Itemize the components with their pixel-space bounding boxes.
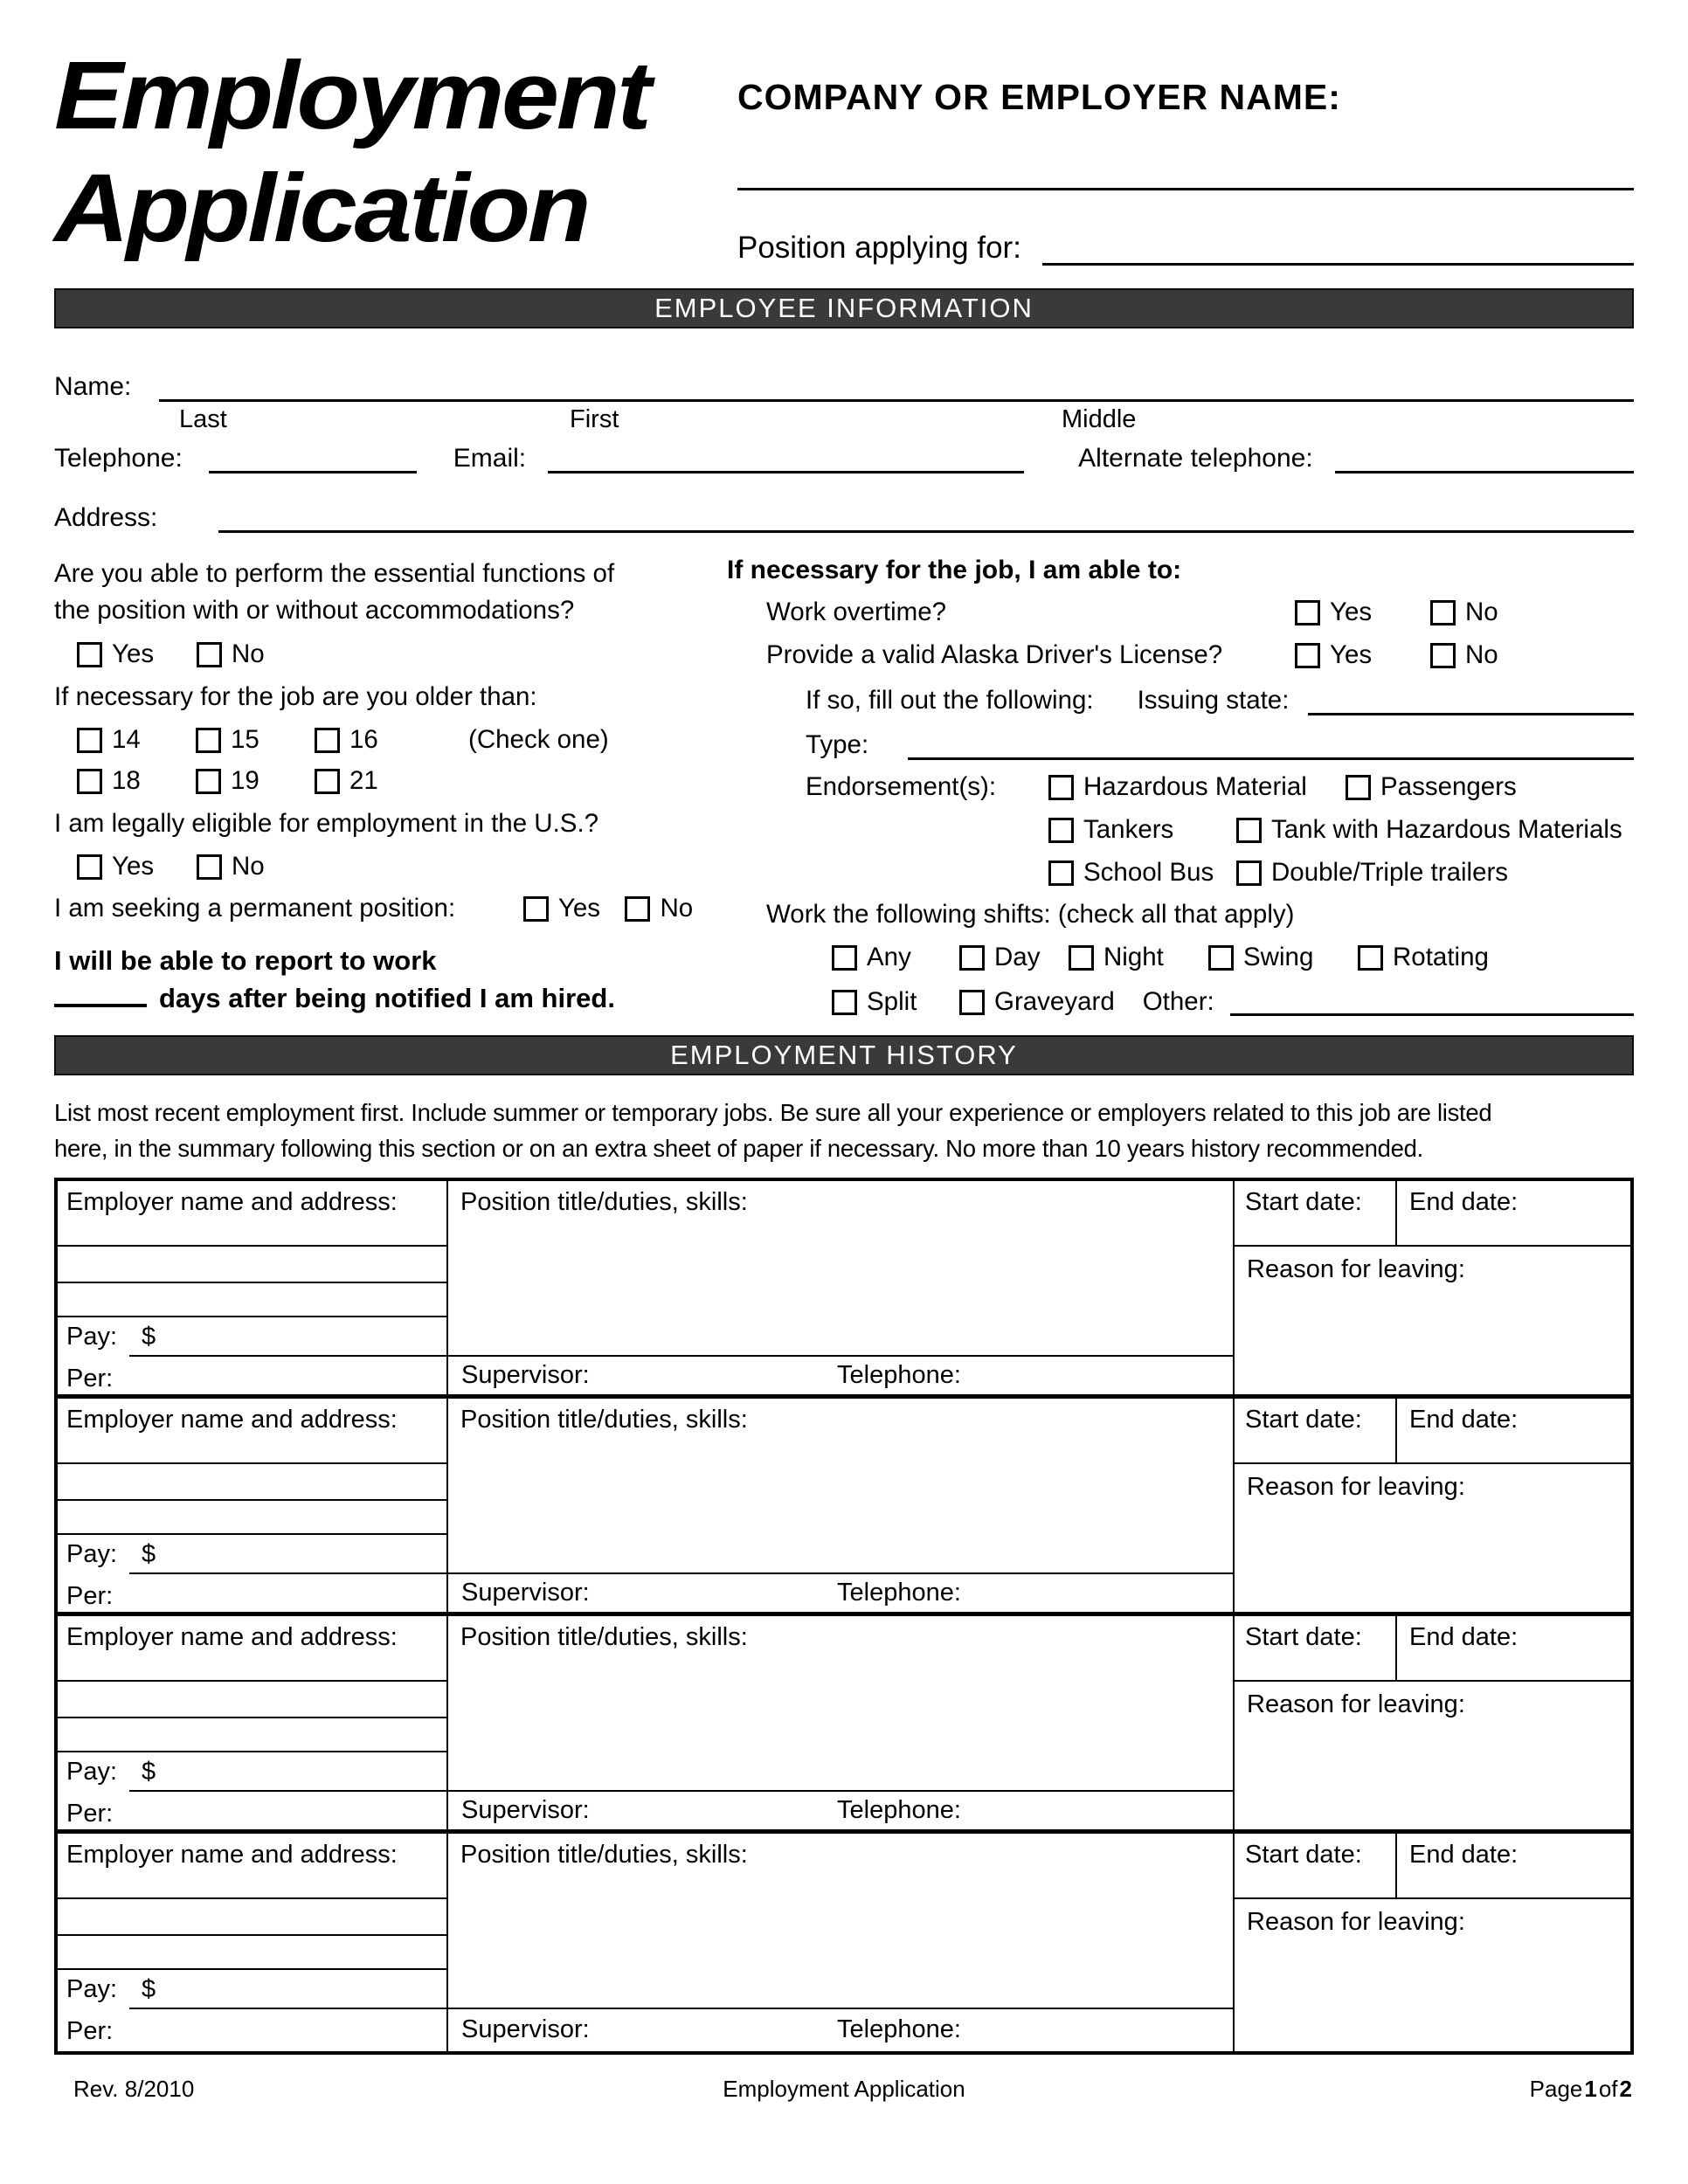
checkbox-license-yes[interactable] [1295, 643, 1320, 668]
name-last-sublabel: Last [179, 405, 227, 433]
dates-row [1235, 1399, 1630, 1464]
endorsement-hazardous-material-label: Hazardous Material [1083, 772, 1307, 801]
pay-per-cell[interactable] [58, 1357, 446, 1394]
no-label: No [232, 639, 265, 668]
page-current: 1 [1584, 2075, 1597, 2102]
yes-label: Yes [1330, 598, 1373, 626]
pay-label: Pay: [66, 1322, 118, 1351]
footer-document-title: Employment Application [723, 2075, 965, 2102]
shift-night-label: Night [1103, 943, 1164, 971]
employer-address-line-input[interactable] [58, 1501, 446, 1535]
report-to-work-statement [54, 942, 727, 1017]
checkbox-shift-night[interactable] [1069, 945, 1094, 971]
endorsement-double-triple-label: Double/Triple trailers [1271, 858, 1509, 887]
per-label: Per: [66, 1364, 114, 1393]
name-sublabels-row [54, 402, 1634, 433]
telephone-input[interactable] [209, 442, 417, 473]
dates-row [1235, 1181, 1630, 1247]
yes-label: Yes [1330, 640, 1373, 669]
checkbox-overtime-no[interactable] [1430, 600, 1456, 625]
essential-functions-question [54, 556, 727, 629]
endorsements-row1 [727, 771, 1634, 803]
employer-address-line-input[interactable] [58, 1464, 446, 1501]
start-date-label: Start date: [1245, 1840, 1362, 1869]
age-14-label: 14 [112, 725, 141, 754]
name-input[interactable] [159, 370, 1634, 402]
name-row [54, 370, 1634, 402]
supervisor-telephone-label: Telephone: [837, 1795, 961, 1824]
name-label: Name: [54, 372, 132, 401]
reason-for-leaving-label: Reason for leaving: [1247, 1254, 1465, 1283]
employer-address-line-input[interactable] [58, 1247, 446, 1283]
shifts-row1 [727, 941, 1634, 974]
employment-history-instructions [54, 1095, 1634, 1167]
endorsement-school-bus-label: School Bus [1083, 858, 1214, 887]
position-label: Position applying for: [737, 231, 1021, 265]
employer-name-address-label: Employer name and address: [66, 1405, 398, 1434]
start-date-cell[interactable] [1235, 1399, 1397, 1462]
checkbox-endorsement-school-bus[interactable] [1048, 860, 1074, 886]
position-column [446, 1181, 1235, 1394]
age-options-row2 [54, 765, 727, 797]
endorsements-row3 [727, 857, 1634, 888]
company-name-input[interactable] [737, 188, 1634, 190]
start-date-cell[interactable] [1235, 1834, 1397, 1897]
checkbox-eligible-no[interactable] [197, 854, 222, 880]
start-date-label: Start date: [1245, 1187, 1362, 1216]
supervisor-telephone-label: Telephone: [837, 1578, 961, 1607]
checkbox-essential-yes[interactable] [77, 642, 102, 667]
position-title-label: Position title/duties, skills: [460, 1840, 748, 1869]
employer-name-address-label: Employer name and address: [66, 1840, 398, 1869]
shift-day-label: Day [994, 943, 1041, 971]
page-word: Page [1529, 2075, 1583, 2102]
position-title-label: Position title/duties, skills: [460, 1622, 748, 1651]
employment-history-entry [58, 1399, 1630, 1616]
address-label: Address: [54, 503, 158, 532]
end-date-cell[interactable] [1397, 1834, 1630, 1897]
checkbox-age-21[interactable] [315, 769, 340, 794]
checkbox-permanent-no[interactable] [625, 896, 650, 922]
report-days-input[interactable] [54, 981, 147, 1007]
employer-column [58, 1616, 446, 1829]
checkbox-shift-rotating[interactable] [1358, 945, 1383, 971]
employer-name-address-cell[interactable] [58, 1616, 446, 1682]
address-row [54, 498, 1634, 533]
address-input[interactable] [218, 501, 1634, 533]
checkbox-shift-swing[interactable] [1208, 945, 1234, 971]
employment-history-entry [58, 1834, 1630, 2051]
employer-column [58, 1181, 446, 1394]
checkbox-endorsement-tankers[interactable] [1048, 818, 1074, 843]
employer-name-address-label: Employer name and address: [66, 1187, 398, 1216]
employee-information-section-header [54, 288, 1634, 328]
start-date-label: Start date: [1245, 1622, 1362, 1651]
supervisor-telephone-row[interactable] [448, 1792, 1233, 1829]
pay-label: Pay: [66, 1974, 118, 2003]
employer-name-address-label: Employer name and address: [66, 1622, 398, 1651]
shift-any-label: Any [867, 943, 911, 971]
endorsement-passengers-label: Passengers [1380, 772, 1517, 801]
employer-address-line-input[interactable] [58, 1682, 446, 1718]
end-date-label: End date: [1409, 1405, 1519, 1434]
supervisor-label: Supervisor: [461, 1795, 590, 1824]
per-label: Per: [66, 1799, 114, 1828]
checkbox-overtime-yes[interactable] [1295, 600, 1320, 625]
no-label: No [1465, 640, 1498, 669]
supervisor-telephone-row[interactable] [448, 1357, 1233, 1394]
yes-label: Yes [112, 639, 155, 668]
name-first-sublabel: First [570, 405, 619, 433]
page-number [1530, 2076, 1634, 2103]
age-18-label: 18 [112, 766, 141, 795]
age-21-label: 21 [349, 766, 378, 795]
page-footer [54, 2076, 1634, 2105]
license-type-row [727, 727, 1634, 760]
age-19-label: 19 [231, 766, 259, 795]
pay-amount-input[interactable] [129, 1970, 446, 2009]
shifts-row2 [727, 985, 1634, 1019]
alternate-telephone-label: Alternate telephone: [1078, 444, 1313, 473]
employer-column [58, 1399, 446, 1612]
position-column [446, 1616, 1235, 1829]
position-title-label: Position title/duties, skills: [460, 1187, 748, 1216]
revision-text: Rev. 8/2010 [73, 2075, 195, 2102]
employment-history-entry [58, 1181, 1630, 1399]
employer-name-address-cell[interactable] [58, 1834, 446, 1899]
instructions-line1: List most recent employment first. Include summer or temporary jobs. Be sure all your experience or employers related to this job are listed [54, 1099, 1492, 1126]
checkbox-shift-any[interactable] [832, 945, 857, 971]
supervisor-label: Supervisor: [461, 1360, 590, 1389]
checkbox-endorsement-double-triple[interactable] [1236, 860, 1262, 886]
report-line2 [54, 979, 727, 1017]
end-date-cell[interactable] [1397, 1399, 1630, 1462]
pay-per-cell[interactable] [58, 1792, 446, 1829]
other-shift-label: Other: [1142, 987, 1214, 1016]
issuing-state-input[interactable] [1308, 684, 1634, 715]
reason-for-leaving-label: Reason for leaving: [1247, 1907, 1465, 1936]
company-name-label: COMPANY OR EMPLOYER NAME: [737, 77, 1341, 117]
yes-label: Yes [112, 852, 155, 881]
position-column [446, 1834, 1235, 2051]
able-to-heading: If necessary for the job, I am able to: [727, 556, 1182, 584]
endorsements-label: Endorsement(s): [806, 772, 997, 801]
endorsement-tankers-label: Tankers [1083, 815, 1174, 844]
pay-label: Pay: [66, 1539, 118, 1568]
pay-row [58, 1317, 446, 1357]
checkbox-endorsement-tank-hazardous[interactable] [1236, 818, 1262, 843]
no-label: No [232, 852, 265, 881]
report-line1: I will be able to report to work [54, 945, 437, 976]
employer-name-address-cell[interactable] [58, 1181, 446, 1247]
employer-name-address-cell[interactable] [58, 1399, 446, 1464]
form-title-line1: Employment [54, 42, 649, 149]
pay-label: Pay: [66, 1757, 118, 1786]
checkbox-eligible-yes[interactable] [77, 854, 102, 880]
form-title [54, 40, 792, 266]
issuing-state-label: Issuing state: [1137, 686, 1290, 715]
form-title-line2: Application [54, 154, 589, 262]
dollar-sign: $ [142, 1974, 156, 2003]
overtime-row [727, 597, 1634, 628]
essential-functions-answers [54, 639, 727, 670]
employee-information-title: EMPLOYEE INFORMATION [654, 293, 1034, 323]
older-than-question: If necessary for the job are you older than: [54, 682, 537, 711]
reason-for-leaving-cell[interactable] [1235, 1682, 1630, 1829]
no-label: No [660, 894, 694, 923]
employer-column [58, 1834, 446, 2051]
pay-per-cell[interactable] [58, 1574, 446, 1612]
pay-row [58, 1535, 446, 1574]
checkbox-shift-split[interactable] [832, 990, 857, 1015]
dollar-sign: $ [142, 1322, 156, 1351]
start-date-label: Start date: [1245, 1405, 1362, 1434]
shift-rotating-label: Rotating [1393, 943, 1489, 971]
age-options-row1 [54, 724, 727, 756]
position-title-label: Position title/duties, skills: [460, 1405, 748, 1434]
pay-amount-input[interactable] [129, 1752, 446, 1792]
supervisor-telephone-row[interactable] [448, 2009, 1233, 2051]
license-type-input[interactable] [908, 729, 1634, 760]
checkbox-age-19[interactable] [196, 769, 221, 794]
start-date-cell[interactable] [1235, 1181, 1397, 1245]
shift-graveyard-label: Graveyard [994, 987, 1115, 1016]
dollar-sign: $ [142, 1539, 156, 1568]
position-title-cell[interactable] [448, 1616, 1233, 1792]
dates-row [1235, 1834, 1630, 1899]
email-input[interactable] [548, 442, 1024, 473]
name-middle-sublabel: Middle [1062, 405, 1137, 433]
reason-for-leaving-label: Reason for leaving: [1247, 1690, 1465, 1718]
shift-swing-label: Swing [1243, 943, 1314, 971]
employment-history-title: EMPLOYMENT HISTORY [670, 1040, 1018, 1070]
yes-label: Yes [557, 894, 601, 923]
check-one-note: (Check one) [468, 725, 609, 754]
form-header [54, 40, 1634, 266]
overtime-question: Work overtime? [766, 598, 947, 626]
employer-address-line-input[interactable] [58, 1283, 446, 1317]
essential-functions-line1: Are you able to perform the essential functions of [54, 559, 615, 588]
endorsements-row2 [727, 814, 1634, 846]
eligible-question: I am legally eligible for employment in the U.S.? [54, 809, 599, 838]
end-date-label: End date: [1409, 1840, 1519, 1869]
shifts-heading: Work the following shifts: (check all that apply) [766, 900, 1295, 929]
pay-amount-input[interactable] [129, 1317, 446, 1357]
form-header-right [737, 40, 1634, 266]
dollar-sign: $ [142, 1757, 156, 1786]
employment-history-table [54, 1178, 1634, 2055]
age-15-label: 15 [231, 725, 259, 754]
supervisor-telephone-label: Telephone: [837, 1360, 961, 1389]
checkbox-age-16[interactable] [315, 728, 340, 753]
employee-questions [54, 556, 1634, 1016]
checkbox-age-15[interactable] [196, 728, 221, 753]
if-so-row [727, 682, 1634, 715]
pay-amount-input[interactable] [129, 1535, 446, 1574]
questions-right-column [727, 556, 1634, 1016]
reason-for-leaving-label: Reason for leaving: [1247, 1472, 1465, 1501]
employer-address-line-input[interactable] [58, 1936, 446, 1970]
position-title-cell[interactable] [448, 1834, 1233, 2009]
position-title-cell[interactable] [448, 1181, 1233, 1357]
end-date-label: End date: [1409, 1187, 1519, 1216]
employer-address-line-input[interactable] [58, 1718, 446, 1752]
position-column [446, 1399, 1235, 1612]
checkbox-essential-no[interactable] [197, 642, 222, 667]
reason-for-leaving-cell[interactable] [1235, 1247, 1630, 1394]
reason-for-leaving-cell[interactable] [1235, 1899, 1630, 2051]
end-date-cell[interactable] [1397, 1616, 1630, 1680]
supervisor-telephone-row[interactable] [448, 1574, 1233, 1612]
per-label: Per: [66, 2016, 114, 2045]
supervisor-label: Supervisor: [461, 2015, 590, 2043]
permanent-position-row [54, 893, 727, 924]
employment-history-section-header [54, 1035, 1634, 1075]
dates-column [1235, 1616, 1630, 1829]
license-row [727, 639, 1634, 671]
checkbox-shift-day[interactable] [959, 945, 985, 971]
checkbox-license-no[interactable] [1430, 643, 1456, 668]
instructions-line2: here, in the summary following this section or on an extra sheet of paper if necessary. No more than 10 years history recommended. [54, 1135, 1423, 1163]
alternate-telephone-input[interactable] [1335, 442, 1634, 473]
dates-column [1235, 1834, 1630, 2051]
checkbox-age-18[interactable] [77, 769, 102, 794]
no-label: No [1465, 598, 1498, 626]
of-word: of [1598, 2075, 1618, 2102]
checkbox-permanent-yes[interactable] [523, 896, 549, 922]
telephone-label: Telephone: [54, 444, 183, 473]
pay-row [58, 1970, 446, 2009]
position-title-cell[interactable] [448, 1399, 1233, 1574]
reason-for-leaving-cell[interactable] [1235, 1464, 1630, 1612]
report-line2-text: days after being notified I am hired. [159, 983, 615, 1013]
supervisor-label: Supervisor: [461, 1578, 590, 1607]
dates-row [1235, 1616, 1630, 1682]
checkbox-endorsement-hazardous-material[interactable] [1048, 775, 1074, 800]
pay-row [58, 1752, 446, 1792]
page-total: 2 [1619, 2075, 1632, 2102]
eligible-answers [54, 851, 727, 882]
dates-column [1235, 1181, 1630, 1394]
license-type-label: Type: [806, 730, 869, 759]
dates-column [1235, 1399, 1630, 1612]
employment-history-entry [58, 1616, 1630, 1834]
if-so-label: If so, fill out the following: [806, 686, 1094, 715]
position-input[interactable] [1042, 231, 1634, 266]
shift-split-label: Split [867, 987, 917, 1016]
other-shift-input[interactable] [1230, 988, 1634, 1016]
telephone-row [54, 439, 1634, 473]
endorsement-tank-hazardous-label: Tank with Hazardous Materials [1271, 815, 1622, 844]
permanent-position-question: I am seeking a permanent position: [54, 894, 456, 923]
age-16-label: 16 [349, 725, 378, 754]
per-label: Per: [66, 1581, 114, 1610]
questions-left-column [54, 556, 727, 1013]
checkbox-age-14[interactable] [77, 728, 102, 753]
start-date-cell[interactable] [1235, 1616, 1397, 1680]
position-row [737, 225, 1634, 266]
checkbox-endorsement-passengers[interactable] [1346, 775, 1371, 800]
supervisor-telephone-label: Telephone: [837, 2015, 961, 2043]
essential-functions-line2: the position with or without accommodations? [54, 596, 575, 625]
end-date-cell[interactable] [1397, 1181, 1630, 1245]
license-question: Provide a valid Alaska Driver's License? [766, 640, 1223, 669]
checkbox-shift-graveyard[interactable] [959, 990, 985, 1015]
end-date-label: End date: [1409, 1622, 1519, 1651]
pay-per-cell[interactable] [58, 2009, 446, 2051]
email-label: Email: [453, 444, 527, 473]
employer-address-line-input[interactable] [58, 1899, 446, 1936]
